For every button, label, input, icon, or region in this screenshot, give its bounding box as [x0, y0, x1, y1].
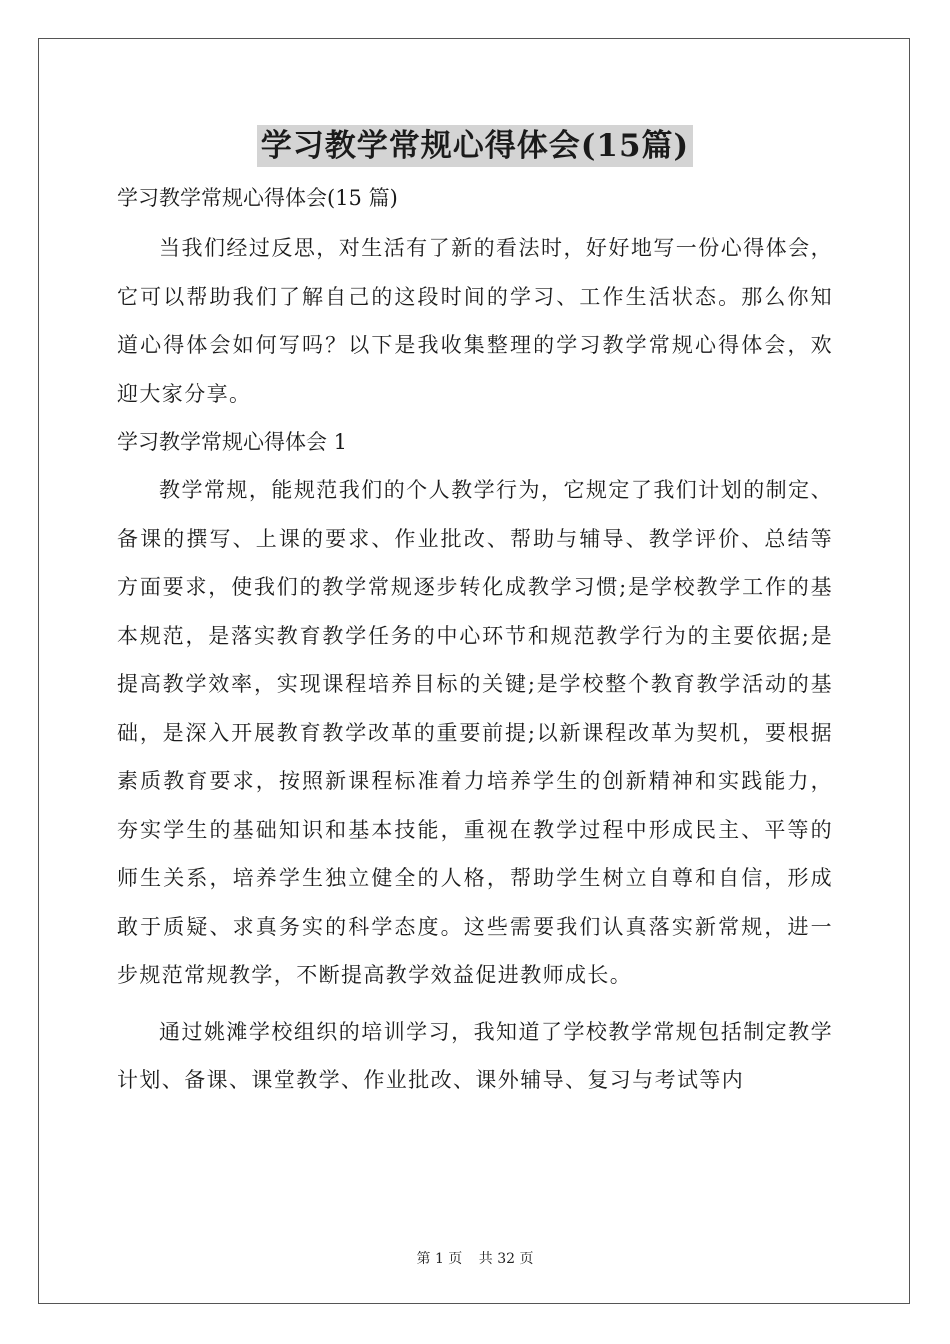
section-heading: 学习教学常规心得体会 1: [117, 430, 348, 454]
document-title: 学习教学常规心得体会(15篇): [257, 125, 693, 167]
title-wrapper: [0, 125, 950, 167]
body-paragraph: 通过姚滩学校组织的培训学习，我知道了学校教学常规包括制定教学计划、备课、课堂教学、作业批改、课外辅导、复习与考试等内: [117, 1019, 833, 1092]
page-total: 共 32 页: [478, 1251, 534, 1267]
document-subtitle: 学习教学常规心得体会(15 篇): [117, 186, 398, 210]
intro-paragraph: 当我们经过反思，对生活有了新的看法时，好好地写一份心得体会，它可以帮助我们了解自己的这段时间的学习、工作生活状态。那么你知道心得体会如何写吗？以下是我收集整理的学习教学常规心得体会，欢迎大家分享。: [117, 236, 833, 406]
document-body: [117, 180, 833, 1105]
page-footer: [0, 1248, 950, 1268]
body-paragraph: 教学常规，能规范我们的个人教学行为，它规定了我们计划的制定、备课的撰写、上课的要求、作业批改、帮助与辅导、教学评价、总结等方面要求，使我们的教学常规逐步转化成教学习惯;是学校教学工作的基本规范，是落实教育教学任务的中心环节和规范教学行为的主要依据;是提高教学效率，实现课程培养目标的关键;是学校整个教育教学活动的基础，是深入开展教育教学改革的重要前提;以新课程改革为契机，要根据素质教育要求，按照新课程标准着力培养学生的创新精神和实践能力，夯实学生的基础知识和基本技能，重视在教学过程中形成民主、平等的师生关系，培养学生独立健全的人格，帮助学生树立自尊和自信，形成敢于质疑、求真务实的科学态度。这些需要我们认真落实新常规，进一步规范常规教学，不断提高教学效益促进教师成长。: [117, 478, 833, 987]
page-number: 第 1 页: [416, 1251, 463, 1267]
